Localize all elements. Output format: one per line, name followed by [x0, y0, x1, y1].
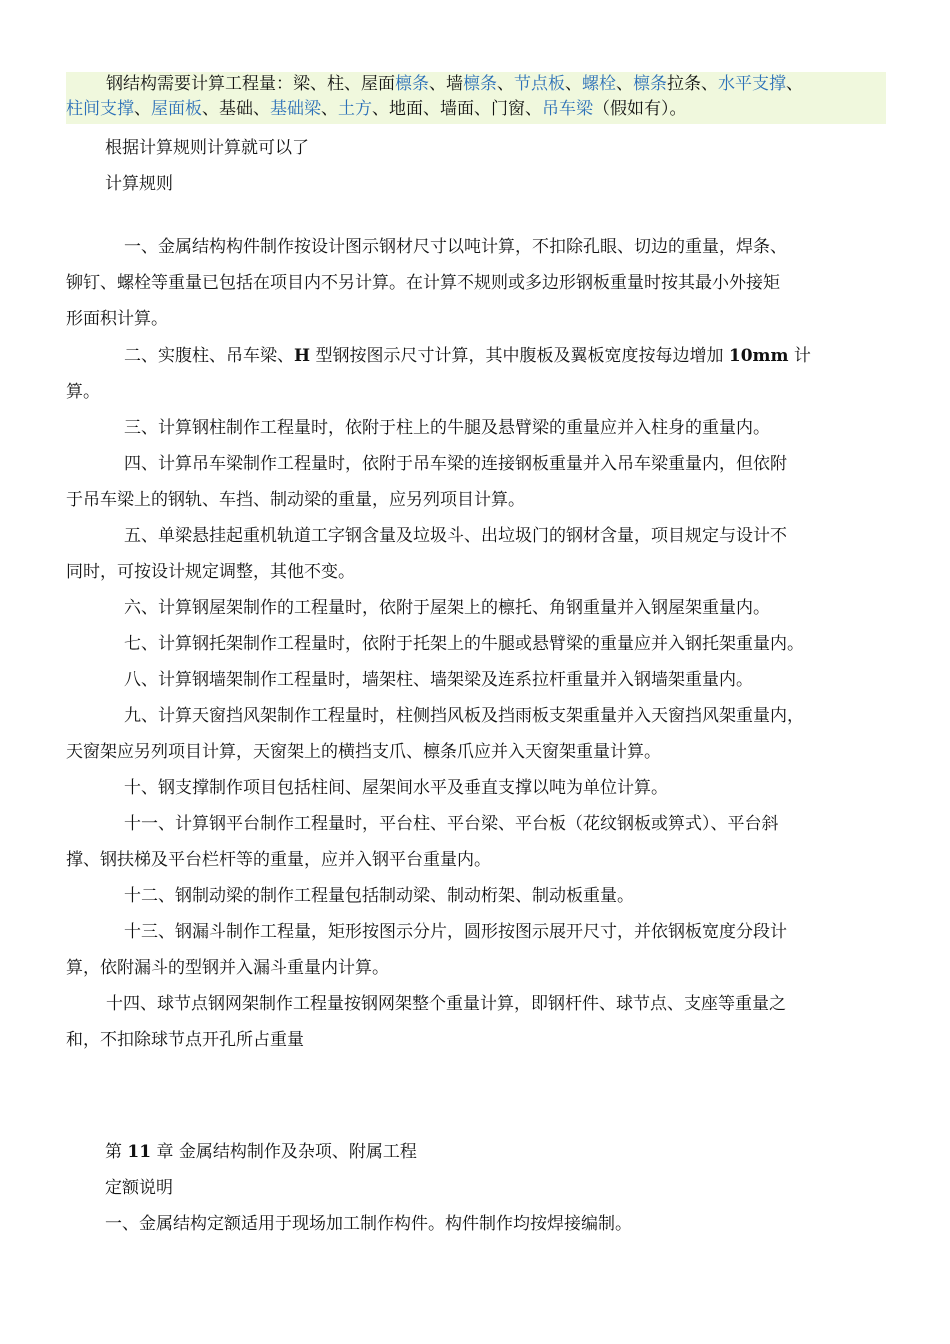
intro-line-1: [66, 72, 886, 97]
intro-lead-text: 钢结构需要计算工程量：梁、柱、屋面: [106, 74, 395, 94]
rule-1-line-1: 一、金属结构构件制作按设计图示钢材尺寸以吨计算，不扣除孔眼、切边的重量，焊条、: [124, 237, 787, 257]
rule-11-line-2: 撑、钢扶梯及平台栏杆等的重量，应并入钢平台重量内。: [66, 850, 491, 870]
rule-13: [66, 914, 888, 986]
rule-2-text-c: 型钢按图示尺寸计算，其中腹板及翼板宽度按每边增加: [310, 346, 729, 366]
intro-line-2-text-5: 、: [321, 99, 338, 119]
rule-12: [66, 878, 888, 914]
chapter-heading: [105, 1140, 417, 1164]
rule-7-line-1: 七、计算钢托架制作工程量时，依附于托架上的牛腿或悬臂梁的重量应并入钢托架重量内。: [124, 634, 804, 654]
intro-line-1-text-1: 、墙: [429, 74, 463, 94]
rule-4: [66, 446, 888, 518]
rule-5-line-2: 同时，可按设计规定调整，其他不变。: [66, 562, 355, 582]
intro-line-2-text-7: 、地面、墙面、门窗、: [372, 99, 542, 119]
chapter-title: 章 金属结构制作及杂项、附属工程: [151, 1142, 417, 1162]
rule-14-line-2: 和，不扣除球节点开孔所占重量: [66, 1030, 304, 1050]
rule-5-line-1: 五、单梁悬挂起重机轨道工字钢含量及垃圾斗、出垃圾门的钢材含量，项目规定与设计不: [124, 526, 787, 546]
rule-6: [66, 590, 888, 626]
rule-9-line-2: 天窗架应另列项目计算，天窗架上的横挡支爪、檩条爪应并入天窗架重量计算。: [66, 742, 661, 762]
intro-line-1-link-8[interactable]: 檩条: [633, 74, 667, 94]
rule-11-line-1: 十一、计算钢平台制作工程量时，平台柱、平台梁、平台板（花纹钢板或箅式）、平台斜: [124, 814, 779, 834]
intro-line-2-text-3: 、基础、: [202, 99, 270, 119]
intro-line-2-text-1: 、: [134, 99, 151, 119]
rule-13-line-2: 算，依附漏斗的型钢并入漏斗重量内计算。: [66, 958, 389, 978]
intro-line-1-text-3: 、: [497, 74, 514, 94]
rule-2-line-2: 算。: [66, 382, 100, 402]
intro-line-1-link-2[interactable]: 檩条: [463, 74, 497, 94]
intro-line-2-link-2[interactable]: 屋面板: [151, 99, 202, 119]
rule-11: [66, 806, 888, 878]
rule-3: [66, 410, 888, 446]
intro-line-2-text-9: （假如有）。: [593, 99, 687, 119]
intro-line-1-link-6[interactable]: 螺栓: [582, 74, 616, 94]
rule-8-line-1: 八、计算钢墙架制作工程量时，墙架柱、墙架梁及连系拉杆重量并入钢墙架重量内。: [124, 670, 753, 690]
intro-term-list: [395, 74, 803, 94]
rule-2-line-1: [66, 338, 888, 374]
intro-line-2-link-0[interactable]: 柱间支撑: [66, 99, 134, 119]
rule-9-line-1: 九、计算天窗挡风架制作工程量时，柱侧挡风板及挡雨板支架重量并入天窗挡风架重量内，: [124, 706, 804, 726]
intro-line-2-link-8[interactable]: 吊车梁: [542, 99, 593, 119]
rule-5: [66, 518, 888, 590]
chapter-prefix: 第: [105, 1142, 128, 1162]
rule-title-line: 计算规则: [105, 174, 173, 194]
rule-1: [66, 229, 888, 337]
rule-2-text-h: H: [294, 346, 311, 366]
intro-line-1-text-5: 、: [565, 74, 582, 94]
rule-2-text-e: 计: [788, 346, 811, 366]
quota-item-1: 一、金属结构定额适用于现场加工制作构件。构件制作均按焊接编制。: [105, 1214, 632, 1234]
rule-8: [66, 662, 888, 698]
intro-line-2: [66, 97, 886, 122]
intro-line-1-link-4[interactable]: 节点板: [514, 74, 565, 94]
rule-4-line-2: 于吊车梁上的钢轨、车挡、制动梁的重量，应另列项目计算。: [66, 490, 525, 510]
rule-13-line-1: 十三、钢漏斗制作工程量，矩形按图示分片，圆形按图示展开尺寸，并依钢板宽度分段计: [124, 922, 787, 942]
intro-line-1-text-7: 、: [616, 74, 633, 94]
intro-line-2-link-6[interactable]: 土方: [338, 99, 372, 119]
rule-10-line-1: 十、钢支撑制作项目包括柱间、屋架间水平及垂直支撑以吨为单位计算。: [124, 778, 668, 798]
intro-line-2-link-4[interactable]: 基础梁: [270, 99, 321, 119]
rule-7: [66, 626, 888, 662]
intro-line-1-text-11: 、: [786, 74, 803, 94]
rule-note-line: 根据计算规则计算就可以了: [105, 138, 309, 158]
rule-4-line-1: 四、计算吊车梁制作工程量时，依附于吊车梁的连接钢板重量并入吊车梁重量内，但依附: [124, 454, 787, 474]
rule-2-text-10mm: 10mm: [728, 346, 789, 366]
rule-3-line-1: 三、计算钢柱制作工程量时，依附于柱上的牛腿及悬臂梁的重量应并入柱身的重量内。: [124, 418, 770, 438]
rule-2: [66, 338, 888, 410]
intro-line-1-text-9: 拉条、: [667, 74, 718, 94]
rule-10: [66, 770, 888, 806]
rule-12-line-1: 十二、钢制动梁的制作工程量包括制动梁、制动桁架、制动板重量。: [124, 886, 634, 906]
intro-line-1-link-0[interactable]: 檩条: [395, 74, 429, 94]
intro-highlight-block: [66, 72, 886, 124]
rule-14-line-1: 十四、球节点钢网架制作工程量按钢网架整个重量计算，即钢杆件、球节点、支座等重量之: [106, 994, 786, 1014]
rule-14: [66, 986, 888, 1058]
rule-6-line-1: 六、计算钢屋架制作的工程量时，依附于屋架上的檩托、角钢重量并入钢屋架重量内。: [124, 598, 770, 618]
quota-title: 定额说明: [105, 1178, 173, 1198]
chapter-number: 11: [127, 1142, 152, 1162]
rule-2-text-a: 二、实腹柱、吊车梁、: [124, 346, 294, 366]
rule-1-line-3: 形面积计算。: [66, 309, 168, 329]
rule-9: [66, 698, 888, 770]
rule-1-line-2: 铆钉、螺栓等重量已包括在项目内不另计算。在计算不规则或多边形钢板重量时按其最小外接矩: [66, 273, 780, 293]
intro-line-1-link-10[interactable]: 水平支撑: [718, 74, 786, 94]
